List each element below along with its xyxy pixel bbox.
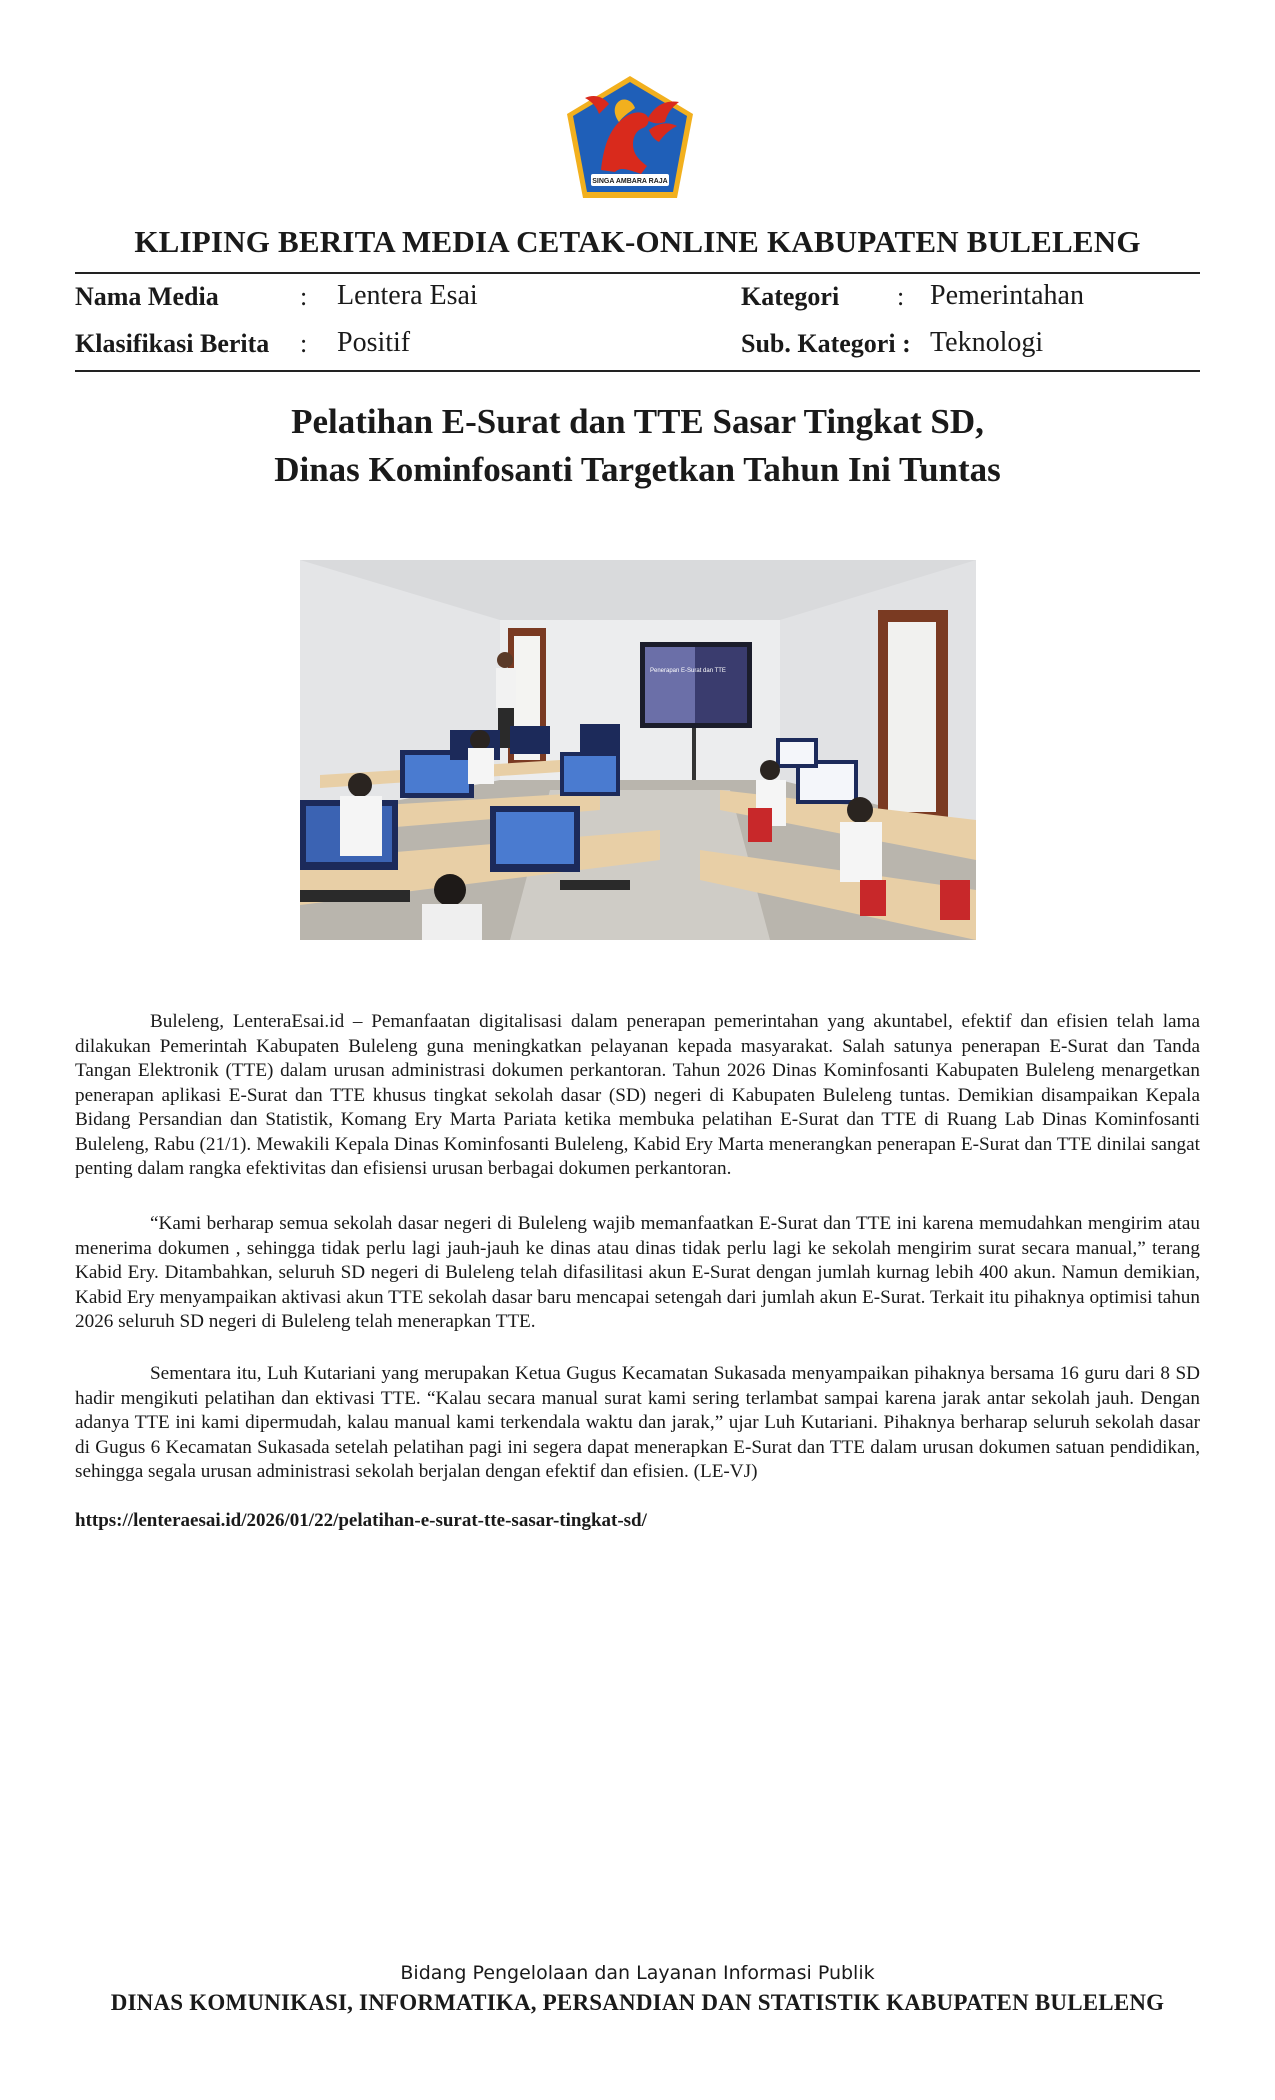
article-paragraph-2 bbox=[75, 1212, 1200, 1335]
header-bottom-rule bbox=[75, 370, 1200, 372]
photo-slide-text: Penerapan E-Surat dan TTE bbox=[650, 668, 726, 674]
article-paragraph-3-text: Sementara itu, Luh Kutariani yang merupakan Ketua Gugus Kecamatan Sukasada menyampaikan pihaknya bersama 16 guru dari 8 SD hadir mengikuti pelatihan dan ektivasi TTE. “Kalau secara manual surat kami sering terlambat sampai karena jarak antar sekolah jauh. Dengan adanya TTE ini kami dipermudah, kalau manual kami terkendala waktu dan jarak,” ujar Luh Kutariani. Pihaknya berharap seluruh sekolah dasar di Gugus 6 Kecamatan Sukasada setelah pelatihan pagi ini segera dapat menerapkan E-Surat dan TTE dalam urusan dokumen satuan pendidikan, sehingga segala urusan administrasi sekolah berjalan dengan efektif dan efisien. (LE-VJ) bbox=[75, 1363, 1200, 1482]
logo-caption-text: SINGA AMBARA RAJA bbox=[592, 178, 668, 185]
footer-title: DINAS KOMUNIKASI, INFORMATIKA, PERSANDIAN DAN STATISTIK KABUPATEN BULELENG bbox=[110, 1990, 1165, 2015]
article-paragraph-3 bbox=[75, 1362, 1200, 1485]
classification-value: Positif bbox=[337, 327, 411, 358]
article-title-line-2: Dinas Kominfosanti Targetkan Tahun Ini Tuntas bbox=[274, 450, 1001, 489]
footer-subtitle: Bidang Pengelolaan dan Layanan Informasi Publik bbox=[400, 1962, 875, 1984]
media-value: Lentera Esai bbox=[337, 280, 478, 311]
regency-emblem-icon bbox=[563, 74, 697, 202]
clipping-header-title: KLIPING BERITA MEDIA CETAK-ONLINE KABUPATEN BULELENG bbox=[134, 224, 1141, 259]
source-link[interactable]: https://lenteraesai.id/2026/01/22/pelatihan-e-surat-tte-sasar-tingkat-sd/ bbox=[75, 1510, 647, 1531]
article-photo bbox=[300, 560, 976, 940]
article-paragraph-2-text: “Kami berharap semua sekolah dasar negeri di Buleleng wajib memanfaatkan E-Surat dan TTE ini karena memudahkan mengirim atau menerima dokumen , sehingga tidak perlu lagi jauh-jauh ke dinas atau dinas tidak perlu lagi ke sekolah mengirim surat secara manual,” terang Kabid Ery. Ditambahkan, seluruh SD negeri di Buleleng telah difasilitasi akun E-Surat dengan jumlah kurnag lebih 400 akun. Namun demikian, Kabid Ery menyampaikan aktivasi akun TTE sekolah dasar baru mencapai setengah dari jumlah akun E-Surat. Terkait itu pihaknya optimisi tahun 2026 seluruh SD negeri di Buleleng telah menerapkan TTE. bbox=[75, 1213, 1200, 1332]
category-colon: : bbox=[897, 282, 905, 311]
category-label: Kategori bbox=[741, 282, 840, 311]
media-colon: : bbox=[300, 282, 308, 311]
header-top-rule bbox=[75, 272, 1200, 274]
media-label: Nama Media bbox=[75, 282, 219, 311]
classification-label: Klasifikasi Berita bbox=[75, 329, 270, 358]
regency-logo bbox=[563, 74, 697, 202]
article-paragraph-1-text: Buleleng, LenteraEsai.id – Pemanfaatan digitalisasi dalam penerapan pemerintahan yang akuntabel, efektif dan efisien telah lama dilakukan Pemerintah Kabupaten Buleleng guna meningkatkan pelayanan kepada masyarakat. Salah satunya penerapan E-Surat dan Tanda Tangan Elektronik (TTE) dalam urusan administrasi dokumen perkantoran. Tahun 2026 Dinas Kominfosanti Kabupaten Buleleng menargetkan penerapan aplikasi E-Surat dan TTE khusus tingkat sekolah dasar (SD) negeri di Kabupaten Buleleng tuntas. Demikian disampaikan Kepala Bidang Persandian dan Statistik, Komang Ery Marta Pariata ketika membuka pelatihan E-Surat dan TTE di Ruang Lab Dinas Kominfosanti Buleleng, Rabu (21/1). Mewakili Kepala Dinas Kominfosanti Buleleng, Kabid Ery Marta menerangkan penerapan E-Surat dan TTE dinilai sangat penting dalam rangka efektivitas dan efisiensi urusan berbagai dokumen perkantoran. bbox=[75, 1011, 1200, 1179]
article-title-line-1: Pelatihan E-Surat dan TTE Sasar Tingkat SD, bbox=[291, 402, 984, 441]
subcategory-label: Sub. Kategori : bbox=[741, 329, 911, 358]
article-title bbox=[0, 398, 1275, 494]
article-paragraph-1 bbox=[75, 1010, 1200, 1182]
subcategory-value: Teknologi bbox=[930, 327, 1044, 358]
classification-colon: : bbox=[300, 329, 308, 358]
category-value: Pemerintahan bbox=[930, 280, 1084, 311]
